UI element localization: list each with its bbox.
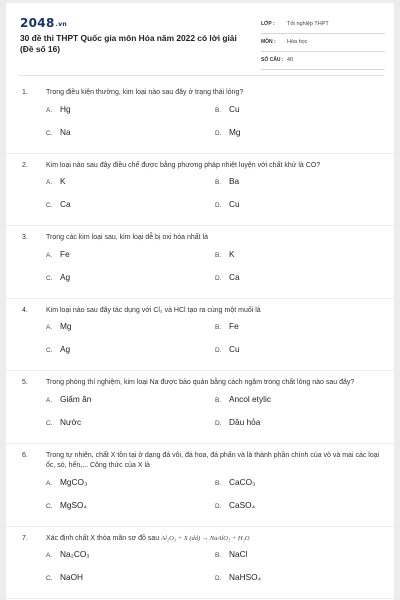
option-value: Na	[60, 126, 71, 137]
question-stem: Trong phòng thí nghiệm, kim loại Na được bảo quản bằng cách ngâm trong chất lỏng nào sau đây?	[46, 379, 355, 386]
answer-option[interactable]	[215, 127, 384, 150]
exam-title: 30 đề thi THPT Quốc gia môn Hóa năm 2022 có lời giải (Đề số 16)	[20, 33, 237, 54]
option-letter: A.	[46, 106, 53, 114]
option-letter: D.	[215, 419, 222, 427]
option-letter: B.	[215, 396, 222, 404]
meta-label: LỚP :	[261, 21, 275, 27]
question-number: 6.	[22, 451, 28, 459]
answer-option[interactable]	[46, 272, 215, 295]
option-letter: D.	[215, 274, 222, 282]
option-value: Dầu hỏa	[229, 416, 261, 427]
option-value: MgSO₄	[60, 499, 87, 510]
option-value: K	[229, 248, 235, 259]
question-text	[22, 226, 384, 244]
option-letter: A.	[46, 324, 53, 331]
exam-page	[6, 3, 394, 600]
option-value: Na₂CO₃	[60, 549, 90, 559]
answer-option[interactable]	[46, 321, 215, 344]
answer-option[interactable]	[215, 199, 384, 222]
answer-option[interactable]	[215, 321, 384, 344]
option-letter: B.	[215, 479, 222, 487]
option-value: Ag	[60, 344, 71, 354]
answer-option[interactable]	[46, 572, 215, 595]
option-value: NaHSO₄	[229, 572, 261, 582]
option-value: Giấm ăn	[60, 393, 92, 404]
meta-count	[261, 54, 385, 70]
option-letter: D.	[215, 502, 222, 510]
option-letter: B.	[215, 324, 222, 331]
question-text	[22, 299, 384, 317]
option-value: K	[60, 176, 66, 186]
option-letter: D.	[215, 129, 222, 137]
question-number: 7.	[22, 534, 28, 542]
question-2	[6, 154, 394, 227]
answer-option[interactable]	[46, 127, 215, 150]
option-letter: C.	[46, 502, 53, 510]
option-value: Ancol etylic	[229, 393, 271, 404]
answer-options	[22, 389, 384, 443]
option-value: Ba	[229, 176, 240, 186]
answer-options	[22, 244, 384, 298]
option-value: CaSO₄	[229, 499, 255, 510]
question-number: 5.	[22, 379, 28, 386]
header-divider	[18, 75, 384, 76]
question-stem: Trong điều kiện thường, kim loại nào sau đây ở trạng thái lỏng?	[46, 89, 244, 96]
option-value: Hg	[60, 103, 71, 114]
option-letter: C.	[46, 202, 53, 209]
exam-meta	[261, 18, 385, 72]
question-stem: Kim loại nào sau đây điều chế được bằng phương pháp nhiệt luyện với chất khử là CO?	[46, 161, 321, 169]
question-1	[6, 81, 394, 154]
question-stem: Trong tự nhiên, chất X tồn tại ở dạng đá vôi, đá hoa, đá phấn và là thành phần chính của vỏ và mai các loại ốc, sò, hến,... Công thức của X là	[46, 451, 380, 469]
question-number: 2.	[22, 161, 28, 169]
option-letter: C.	[46, 274, 53, 282]
answer-option[interactable]	[46, 249, 215, 272]
option-value: Fe	[60, 248, 70, 259]
option-letter: B.	[215, 179, 222, 186]
option-value: Ca	[229, 271, 240, 282]
option-letter: B.	[215, 106, 222, 114]
meta-label: SỐ CÂU :	[261, 57, 284, 63]
option-value: NaCl	[229, 549, 248, 559]
answer-option[interactable]	[46, 176, 215, 199]
option-value: Nước	[60, 416, 82, 427]
option-letter: B.	[215, 552, 222, 559]
question-text	[22, 81, 384, 99]
option-value: Ag	[60, 271, 71, 282]
answer-option[interactable]	[215, 344, 384, 367]
question-number: 1.	[22, 89, 28, 96]
option-letter: A.	[46, 251, 53, 259]
option-value: Ca	[60, 199, 71, 209]
question-5	[6, 371, 394, 444]
answer-option[interactable]	[215, 572, 384, 595]
option-letter: C.	[46, 419, 53, 427]
question-number: 3.	[22, 234, 28, 241]
answer-option[interactable]	[215, 272, 384, 295]
answer-option[interactable]	[46, 549, 215, 572]
meta-subject	[261, 36, 385, 52]
answer-options	[22, 316, 384, 370]
answer-option[interactable]	[215, 394, 384, 417]
question-text	[22, 154, 384, 172]
answer-option[interactable]	[215, 176, 384, 199]
question-text	[22, 444, 384, 472]
question-stem: Kim loại nào sau đây tác dụng với Cl₂ và HCl tạo ra cùng một muối là	[46, 306, 261, 314]
question-list	[6, 81, 394, 599]
option-letter: D.	[215, 347, 222, 354]
answer-option[interactable]	[215, 500, 384, 523]
answer-option[interactable]	[46, 500, 215, 523]
meta-value: Tốt nghiệp THPT	[287, 21, 329, 27]
option-value: CaCO₃	[229, 476, 256, 487]
answer-option[interactable]	[46, 199, 215, 222]
option-value: Mg	[60, 321, 72, 331]
reaction-formula: Al₂O₃ + X (dd) → NaAlO₂ + H₂O	[161, 534, 250, 542]
meta-value: Hóa học	[287, 39, 308, 45]
exam-header	[6, 3, 394, 73]
answer-options	[22, 472, 384, 526]
question-7	[6, 527, 394, 600]
answer-option[interactable]	[46, 417, 215, 440]
option-letter: D.	[215, 575, 222, 582]
meta-grade	[261, 18, 385, 34]
answer-option[interactable]	[215, 249, 384, 272]
option-letter: A.	[46, 396, 53, 404]
option-value: Fe	[229, 321, 239, 331]
question-6	[6, 444, 394, 527]
option-letter: B.	[215, 251, 222, 259]
option-value: Mg	[229, 126, 241, 137]
answer-option[interactable]	[215, 417, 384, 440]
question-3	[6, 226, 394, 299]
option-letter: C.	[46, 129, 53, 137]
answer-option[interactable]	[46, 344, 215, 367]
option-value: Cu	[229, 103, 240, 114]
logo-suffix: .vn	[55, 21, 67, 28]
question-number: 4.	[22, 306, 28, 314]
option-value: Cu	[229, 199, 240, 209]
answer-option[interactable]	[215, 549, 384, 572]
meta-label: MÔN :	[261, 39, 276, 45]
answer-option[interactable]	[46, 394, 215, 417]
option-value: NaOH	[60, 572, 84, 582]
option-letter: A.	[46, 179, 53, 186]
site-logo[interactable]	[20, 16, 67, 30]
answer-option[interactable]	[215, 477, 384, 500]
option-letter: D.	[215, 202, 222, 209]
answer-options	[22, 544, 384, 598]
question-stem: Xác định chất X thỏa mãn sơ đồ sau	[46, 534, 160, 542]
option-value: MgCO₃	[60, 476, 88, 487]
logo-text: 2048	[20, 16, 55, 30]
answer-option[interactable]	[215, 104, 384, 127]
option-letter: A.	[46, 479, 53, 487]
question-stem: Trong các kim loại sau, kim loại dễ bị oxi hóa nhất là	[46, 234, 208, 241]
option-letter: C.	[46, 347, 53, 354]
meta-value: 40	[287, 57, 294, 63]
answer-option[interactable]	[46, 104, 215, 127]
question-text	[22, 371, 384, 389]
question-4	[6, 299, 394, 372]
answer-options	[22, 99, 384, 153]
answer-options	[22, 171, 384, 225]
option-value: Cu	[229, 344, 240, 354]
question-text	[22, 527, 384, 545]
option-letter: C.	[46, 575, 53, 582]
option-letter: A.	[46, 552, 53, 559]
answer-option[interactable]	[46, 477, 215, 500]
